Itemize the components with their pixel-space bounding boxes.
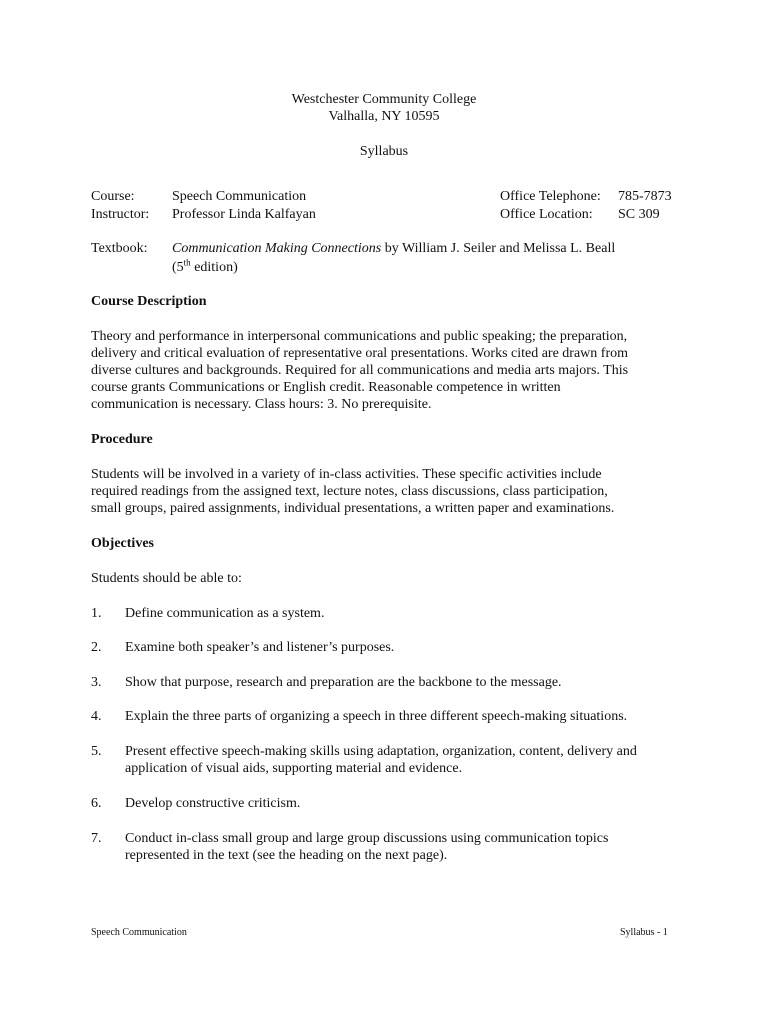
course-label: Course: (91, 189, 135, 204)
office-location-value: SC 309 (618, 207, 660, 222)
objective-number: 6. (91, 796, 102, 811)
course-description-line: Theory and performance in interpersonal communications and public speaking; the preparation, (91, 329, 628, 344)
objective-number: 2. (91, 640, 102, 655)
course-description-line: diverse cultures and backgrounds. Required for all communications and media arts majors. This (91, 363, 629, 378)
textbook-edition (172, 259, 238, 276)
procedure-line: small groups, paired assignments, individual presentations, a written paper and examinations. (91, 501, 615, 516)
office-location-label: Office Location: (500, 207, 593, 222)
objectives-heading: Objectives (91, 536, 154, 551)
objective-number: 7. (91, 831, 102, 846)
procedure-line: required readings from the assigned text, lecture notes, class discussions, class participation, (91, 484, 608, 499)
college-name: Westchester Community College (291, 92, 477, 107)
procedure-line: Students will be involved in a variety of in-class activities. These specific activities include (91, 467, 602, 482)
course-description-line: course grants Communications or English credit. Reasonable competence in written (91, 380, 561, 395)
instructor-value: Professor Linda Kalfayan (172, 207, 316, 222)
footer-left: Speech Communication (91, 927, 187, 938)
objective-text: Develop constructive criticism. (125, 796, 301, 811)
objective-text: Explain the three parts of organizing a speech in three different speech-making situations. (125, 709, 628, 724)
objective-text: Examine both speaker’s and listener’s purposes. (125, 640, 395, 655)
textbook-line (172, 240, 615, 257)
objective-text: Conduct in-class small group and large group discussions using communication topics (125, 831, 609, 846)
objective-text: Show that purpose, research and preparation are the backbone to the message. (125, 675, 562, 690)
instructor-label: Instructor: (91, 207, 150, 222)
objective-number: 5. (91, 744, 102, 759)
textbook-label: Textbook: (91, 241, 148, 256)
objective-number: 1. (91, 606, 102, 621)
office-telephone-label: Office Telephone: (500, 189, 601, 204)
textbook-title: Communication Making Connections (172, 241, 382, 256)
objective-text: represented in the text (see the heading on the next page). (125, 848, 448, 863)
edition-superscript: th (183, 257, 191, 268)
objectives-intro: Students should be able to: (91, 571, 242, 586)
course-value: Speech Communication (172, 189, 307, 204)
edition-open: (5 (172, 260, 184, 275)
objective-text: Define communication as a system. (125, 606, 325, 621)
edition-close: edition) (190, 260, 238, 275)
procedure-heading: Procedure (91, 432, 153, 447)
footer-right: Syllabus - 1 (620, 927, 668, 938)
objective-number: 3. (91, 675, 102, 690)
objective-text: Present effective speech-making skills using adaptation, organization, content, delivery and (125, 744, 637, 759)
office-telephone-value: 785-7873 (618, 189, 672, 204)
objective-text: application of visual aids, supporting material and evidence. (125, 761, 463, 776)
course-description-heading: Course Description (91, 294, 207, 309)
course-description-line: communication is necessary. Class hours: 3. No prerequisite. (91, 397, 432, 412)
document-title: Syllabus (359, 144, 409, 159)
college-address: Valhalla, NY 10595 (328, 109, 440, 124)
textbook-authors: by William J. Seiler and Melissa L. Beall (381, 241, 616, 256)
course-description-line: delivery and critical evaluation of representative oral presentations. Works cited are drawn from (91, 346, 629, 361)
objective-number: 4. (91, 709, 102, 724)
